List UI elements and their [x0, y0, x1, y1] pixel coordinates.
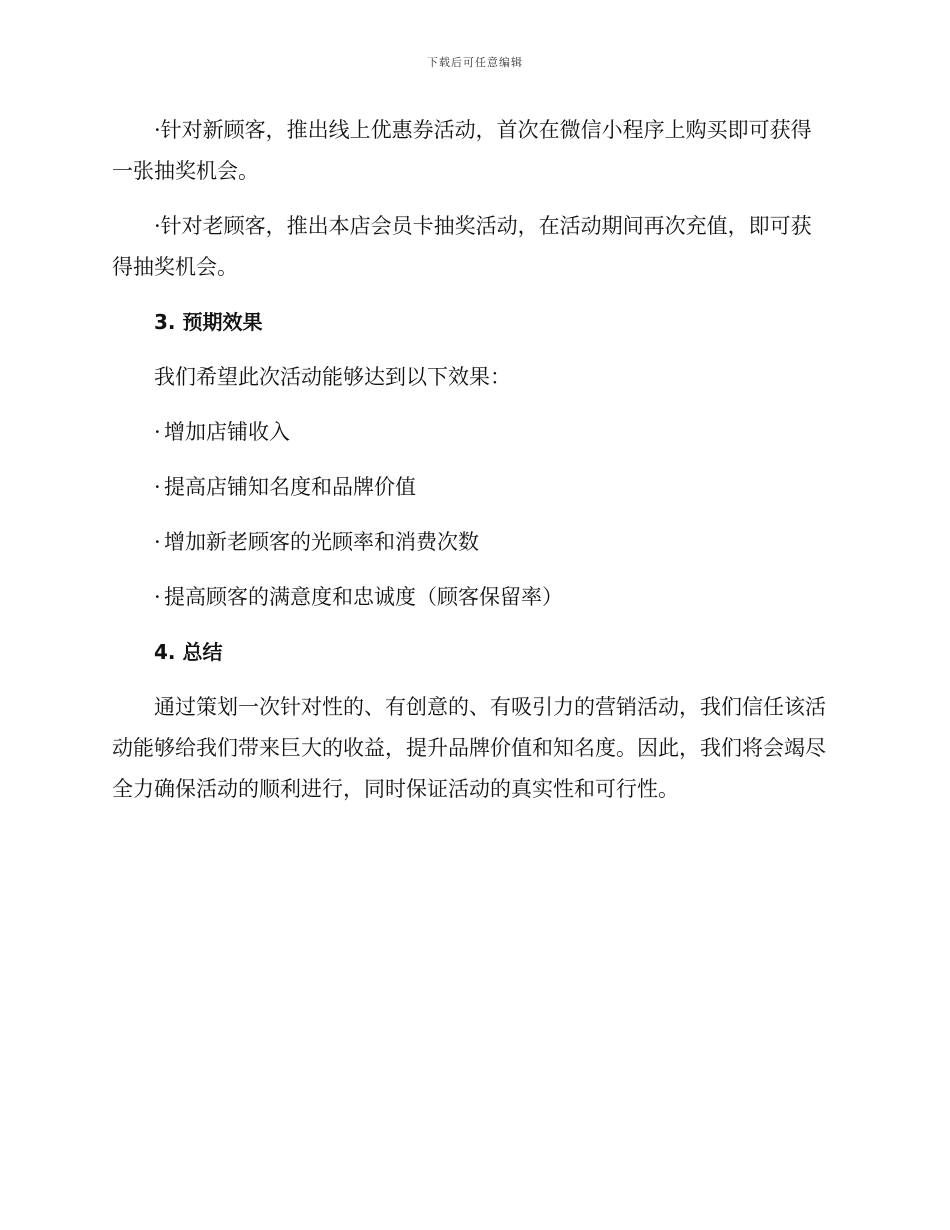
list-item [112, 522, 832, 563]
intro-bullet-new-customers: ·针对新顾客，推出线上优惠券活动，首次在微信小程序上购买即可获得一张抽奖机会。 [112, 118, 812, 183]
bullet-dot: · [154, 530, 161, 554]
bullet-dot: · [154, 420, 161, 444]
bullet-dot: · [154, 475, 161, 499]
list-item-text: 增加新老顾客的光顾率和消费次数 [164, 530, 479, 554]
list-item-text: 提高顾客的满意度和忠诚度（顾客保留率） [164, 585, 563, 609]
list-item [112, 412, 832, 453]
list-item-text: 增加店铺收入 [164, 420, 290, 444]
list-item [112, 577, 832, 618]
section-4-heading: 4. 总结 [154, 640, 223, 664]
section-3-heading: 3. 预期效果 [154, 310, 263, 334]
bullet-dot: · [154, 585, 161, 609]
section-4-body: 通过策划一次针对性的、有创意的、有吸引力的营销活动，我们信任该活动能够给我们带来巨大的收益，提升品牌价值和知名度。因此，我们将会竭尽全力确保活动的顺利进行，同时保证活动的真实性和可行性。 [112, 695, 826, 801]
page-header-note: 下载后可任意编辑 [427, 56, 523, 69]
document-body [112, 110, 832, 824]
intro-bullet-old-customers: ·针对老顾客，推出本店会员卡抽奖活动，在活动期间再次充值，即可获得抽奖机会。 [112, 214, 812, 279]
list-item [112, 467, 832, 508]
list-item-text: 提高店铺知名度和品牌价值 [164, 475, 416, 499]
section-3-lead: 我们希望此次活动能够达到以下效果： [154, 365, 511, 389]
